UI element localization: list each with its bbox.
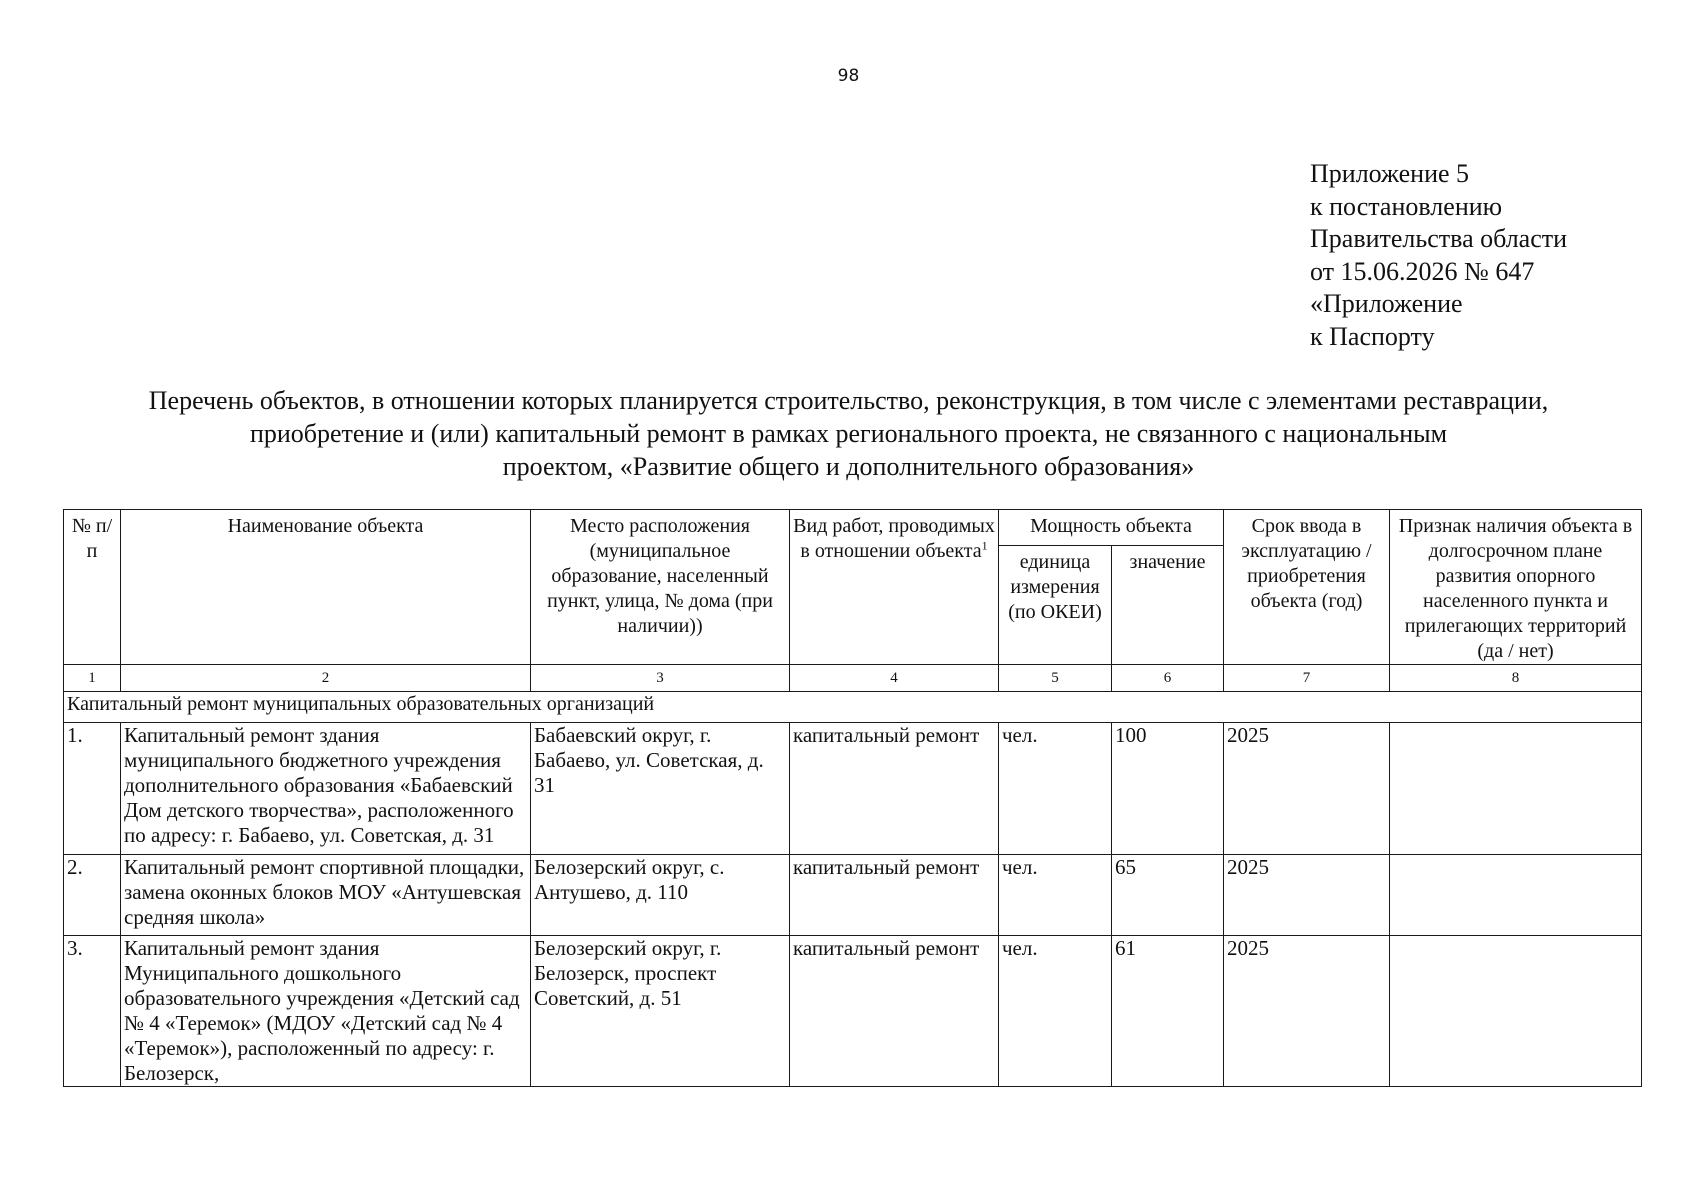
row-location: Белозерский округ, г. Белозерск, проспект Советский, д. 51 [531,936,790,1087]
header-capacity: Мощность объекта [999,510,1224,546]
column-number-row [64,665,1642,692]
column-number: 5 [999,665,1112,692]
appendix-line: Правительства области [1310,224,1568,253]
appendix-line: от 15.06.2026 № 647 [1310,256,1535,286]
row-num: 3. [64,936,121,1087]
row-year: 2025 [1224,855,1390,936]
appendix-block [1310,158,1567,353]
column-number: 7 [1224,665,1390,692]
table-row [64,723,1642,855]
column-number: 1 [64,665,121,692]
column-number: 4 [790,665,999,692]
appendix-line: Приложение 5 [1310,159,1470,188]
row-flag [1390,723,1642,855]
appendix-line: к Паспорту [1310,321,1435,351]
row-unit: чел. [999,855,1112,936]
row-unit: чел. [999,723,1112,855]
header-flag: Признак наличия объекта в долгосрочном плане развития опорного населенного пункта и прилегающих территорий (да / нет) [1390,510,1642,665]
column-number: 2 [121,665,531,692]
row-name: Капитальный ремонт здания муниципального бюджетного учреждения дополнительного образования «Бабаевский Дом детского творчества», расположенного по адресу: г. Бабаево, ул. Советская, д. 31 [121,723,531,855]
row-flag [1390,855,1642,936]
header-value: значение [1112,546,1224,665]
title-line: проектом, «Развитие общего и дополнительного образования» [502,452,1195,481]
row-num: 1. [64,723,121,855]
row-work-type: капитальный ремонт [790,936,999,1087]
title-line: приобретение и (или) капитальный ремонт в рамках регионального проекта, не связанного с национальным [249,419,1448,448]
row-location: Бабаевский округ, г. Бабаево, ул. Советская, д. 31 [531,723,790,855]
header-deadline: Срок ввода в эксплуатацию / приобретения объекта (год) [1224,510,1390,665]
appendix-line: к постановлению [1310,191,1503,221]
row-value: 65 [1112,855,1224,936]
table-header-row [64,510,1642,546]
header-unit: единица измерения (по ОКЕИ) [999,546,1112,665]
row-value: 100 [1112,723,1224,855]
header-location: Место расположения (муниципальное образование, населенный пункт, улица, № дома (при наличии)) [531,510,790,665]
row-flag [1390,936,1642,1087]
column-number: 8 [1390,665,1642,692]
document-title [60,384,1637,483]
header-work-type [790,510,999,665]
row-location: Белозерский округ, с. Антушево, д. 110 [531,855,790,936]
header-work-type-text: Вид работ, проводимых в отношении объекта [793,515,995,562]
section-row [64,692,1642,723]
table-row [64,936,1642,1087]
row-year: 2025 [1224,936,1390,1087]
header-name: Наименование объекта [121,510,531,665]
objects-table [63,509,1642,1087]
row-num: 2. [64,855,121,936]
column-number: 3 [531,665,790,692]
section-title: Капитальный ремонт муниципальных образовательных организаций [64,692,1642,723]
row-unit: чел. [999,936,1112,1087]
row-name: Капитальный ремонт спортивной площадки, замена оконных блоков МОУ «Антушевская средняя школа» [121,855,531,936]
row-work-type: капитальный ремонт [790,855,999,936]
appendix-line: «Приложение [1310,289,1463,318]
table-row [64,855,1642,936]
header-num: № п/п [64,510,121,665]
column-number: 6 [1112,665,1224,692]
row-year: 2025 [1224,723,1390,855]
row-work-type: капитальный ремонт [790,723,999,855]
row-name: Капитальный ремонт здания Муниципального дошкольного образовательного учреждения «Детский сад № 4 «Теремок» (МДОУ «Детский сад № 4 «Теремок»), расположенный по адресу: г. Белозерск, [121,936,531,1087]
page-number: 98 [837,66,860,86]
footnote-marker: 1 [981,538,988,553]
row-value: 61 [1112,936,1224,1087]
title-line: Перечень объектов, в отношении которых планируется строительство, реконструкция, в том числе с элементами реставрации, [148,386,1549,415]
